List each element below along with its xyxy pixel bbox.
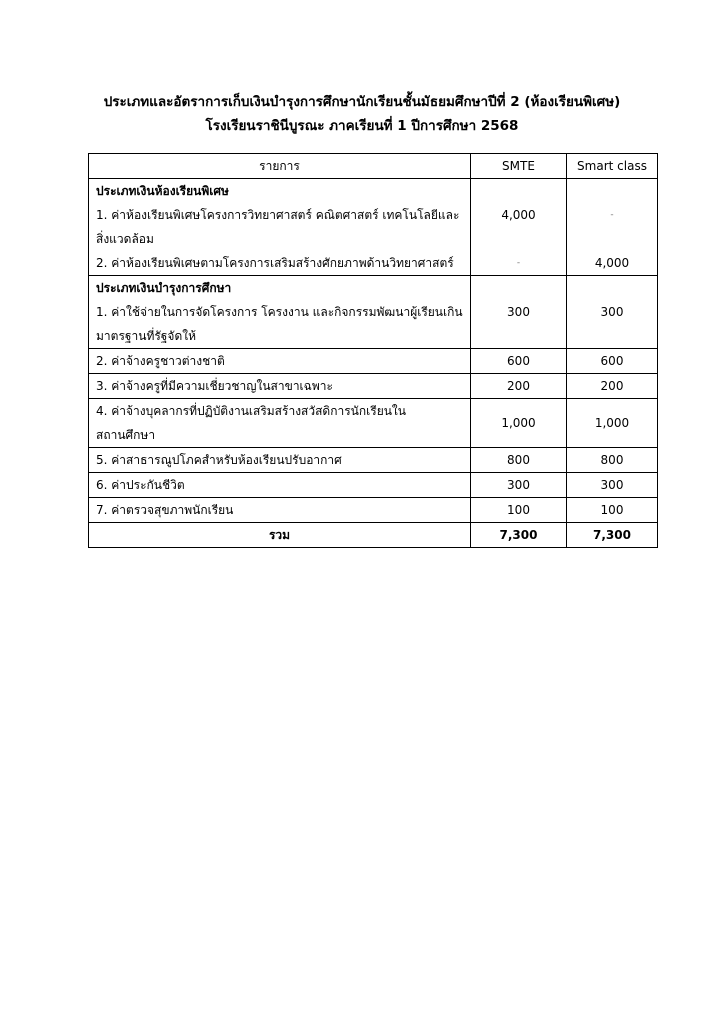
section-heading: ประเภทเงินบำรุงการศึกษา [96,281,232,295]
table-row [89,473,658,498]
smte-cell [471,179,567,276]
smart-value: 300 [567,276,658,349]
item-cell [89,399,471,448]
total-row [89,523,658,548]
header-smart-class: Smart class [567,154,658,179]
item-text: 7. ค่าตรวจสุขภาพนักเรียน [89,498,471,523]
fee-table [88,153,658,548]
table-row [89,498,658,523]
item-text: 2. ค่าห้องเรียนพิเศษตามโครงการเสริมสร้างศักยภาพด้านวิทยาศาสตร์ [96,256,454,270]
smte-value: 800 [471,448,567,473]
smart-value: 100 [567,498,658,523]
table-header-row [89,154,658,179]
section-special-class [89,179,658,276]
section-education-fee [89,276,658,349]
table-row [89,448,658,473]
document-subtitle: โรงเรียนราชินีบูรณะ ภาคเรียนที่ 1 ปีการศึกษา 2568 [205,118,519,134]
smart-cell [567,179,658,276]
smart-value: 200 [567,374,658,399]
item-text: 3. ค่าจ้างครูที่มีความเชี่ยวชาญในสาขาเฉพาะ [89,374,471,399]
section-education-fee-cell [89,276,471,349]
section-heading: ประเภทเงินห้องเรียนพิเศษ [96,184,229,198]
smte-value: 300 [471,473,567,498]
smart-value: 1,000 [567,399,658,448]
total-smart: 7,300 [567,523,658,548]
item-text-cont: มาตรฐานที่รัฐจัดให้ [96,329,197,343]
item-text: 5. ค่าสาธารณูปโภคสำหรับห้องเรียนปรับอากาศ [89,448,471,473]
table-row [89,399,658,448]
smart-value: 600 [567,349,658,374]
smte-value: 300 [471,276,567,349]
smte-value: 1,000 [471,399,567,448]
smte-value: 4,000 [501,208,536,222]
document-title: ประเภทและอัตราการเก็บเงินบำรุงการศึกษานักเรียนชั้นมัธยมศึกษาปีที่ 2 (ห้องเรียนพิเศษ) [103,94,621,110]
smart-value: 4,000 [594,256,630,270]
table-row [89,374,658,399]
smte-value: 600 [471,349,567,374]
smte-value: 200 [471,374,567,399]
item-text: 6. ค่าประกันชีวิต [89,473,471,498]
item-text: 1. ค่าห้องเรียนพิเศษโครงการวิทยาศาสตร์ คณิตศาสตร์ เทคโนโลยีและ [96,208,460,222]
header-smte: SMTE [471,154,567,179]
section-special-class-cell [89,179,471,276]
smart-value: 800 [567,448,658,473]
total-smte: 7,300 [471,523,567,548]
smart-value: 300 [567,473,658,498]
smte-value: 100 [471,498,567,523]
item-text: 1. ค่าใช้จ่ายในการจัดโครงการ โครงงาน และกิจกรรมพัฒนาผู้เรียนเกิน [96,305,463,319]
header-item: รายการ [89,154,471,179]
item-text: 4. ค่าจ้างบุคลากรที่ปฏิบัติงานเสริมสร้างสวัสดิการนักเรียนใน [96,404,406,418]
item-text-cont: สถานศึกษา [96,428,156,442]
table-row [89,349,658,374]
item-text: 2. ค่าจ้างครูชาวต่างชาติ [89,349,471,374]
total-label: รวม [89,523,471,548]
smte-value: - [516,258,521,268]
smart-value: - [610,210,614,220]
item-text-cont: สิ่งแวดล้อม [96,232,154,246]
